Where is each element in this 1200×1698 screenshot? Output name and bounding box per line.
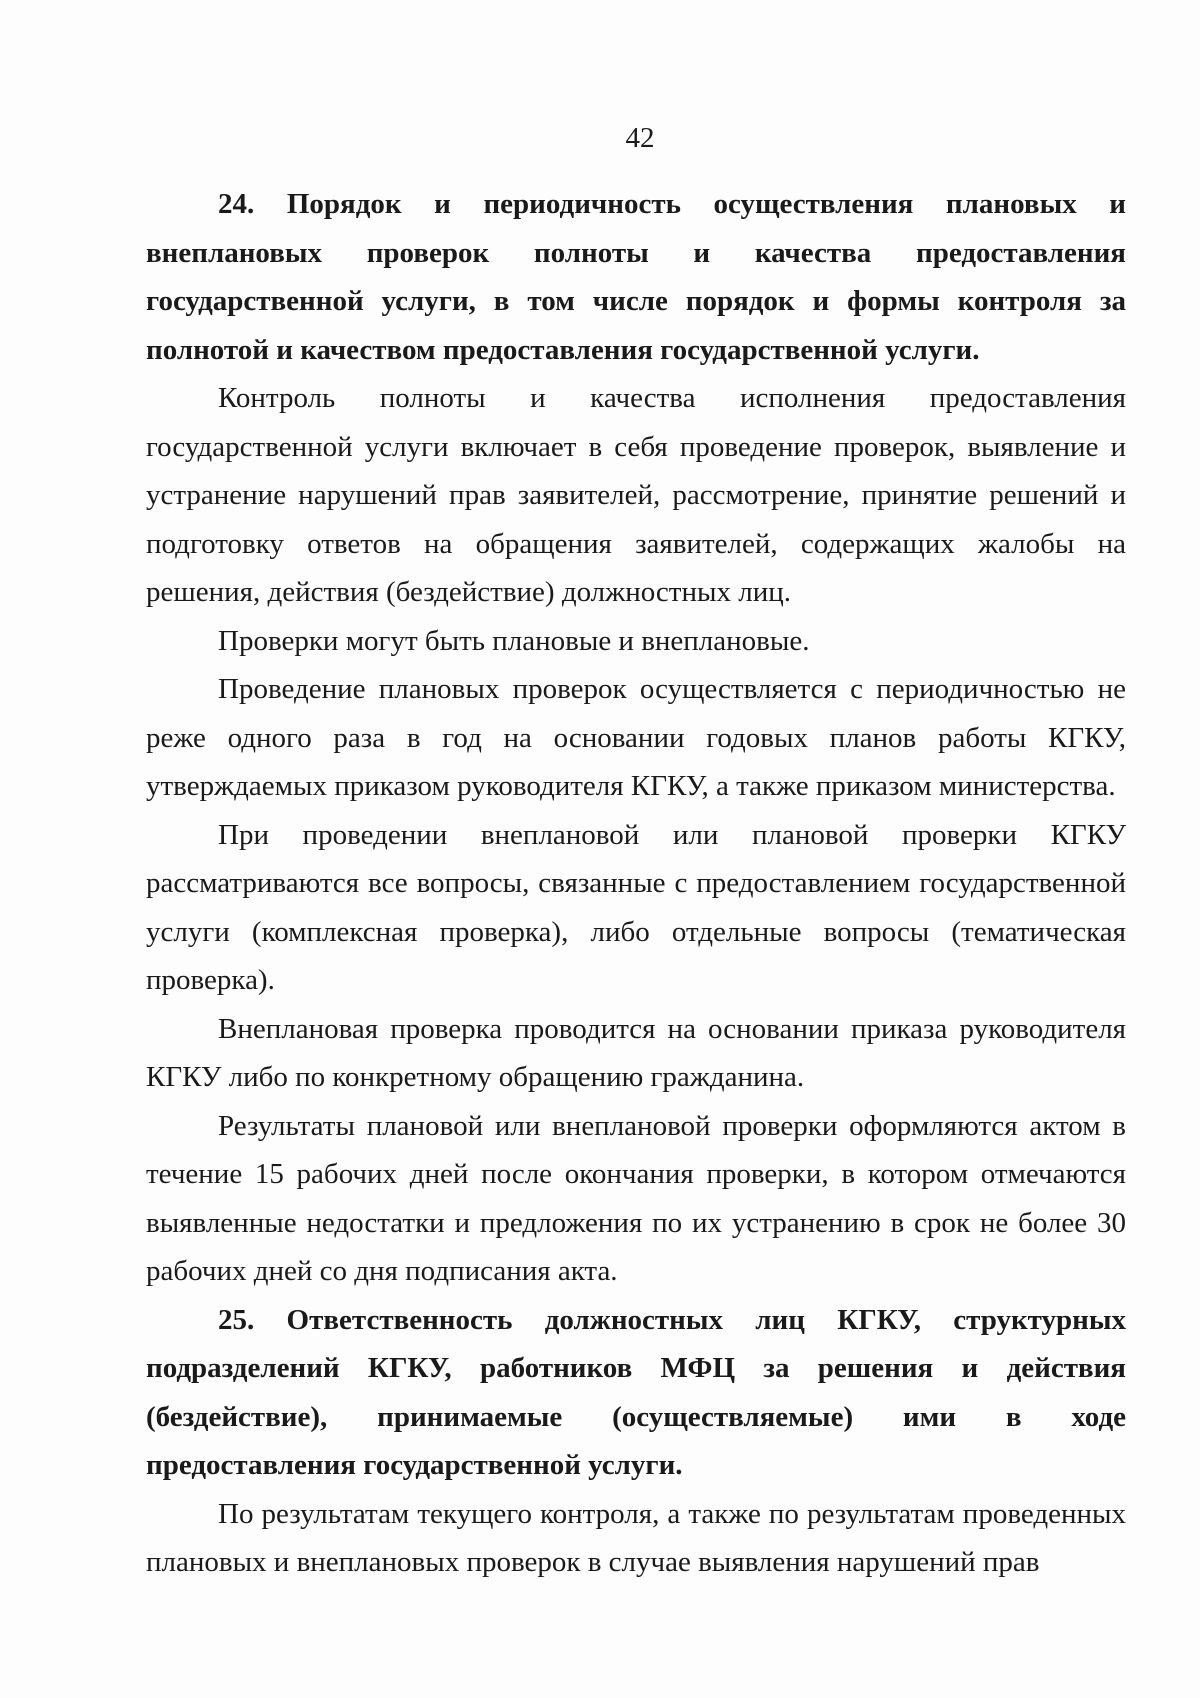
- section-25-heading: 25. Ответственность должностных лиц КГКУ, структурных подразделений КГКУ, работников МФЦ за решения и действия (бездействие), принимаемые (осуществляемые) ими в ходе предоставления государственной услуги.: [146, 1303, 1126, 1481]
- section-24-paragraph: Контроль полноты и качества исполнения предоставления государственной услуги включает в себя проведение проверок, выявление и устранение нарушений прав заявителей, рассмотрение, принятие решений и подготовку ответов на обращения заявителей, содержащих жалобы на решения, действия (бездействие) должностных лиц.: [146, 382, 1126, 608]
- document-body: [146, 180, 1126, 1587]
- page-number: 42: [625, 122, 655, 154]
- section-24-heading: 24. Порядок и периодичность осуществления плановых и внеплановых проверок полноты и качества предоставления государственной услуги, в том числе порядок и формы контроля за полнотой и качеством предоставления государственной услуги.: [146, 188, 1126, 366]
- section-24-paragraph: При проведении внеплановой или плановой проверки КГКУ рассматриваются все вопросы, связанные с предоставлением государственной услуги (комплексная проверка), либо отдельные вопросы (тематическая проверка).: [146, 818, 1126, 996]
- section-24-paragraph: Проведение плановых проверок осуществляется с периодичностью не реже одного раза в год на основании годовых планов работы КГКУ, утверждаемых приказом руководителя КГКУ, а также приказом министерства.: [146, 673, 1126, 802]
- section-24-paragraph: Результаты плановой или внеплановой проверки оформляются актом в течение 15 рабочих дней после окончания проверки, в котором отмечаются выявленные недостатки и предложения по их устранению в срок не более 30 рабочих дней со дня подписания акта.: [146, 1109, 1126, 1287]
- section-24-paragraph: Внеплановая проверка проводится на основании приказа руководителя КГКУ либо по конкретному обращению гражданина.: [146, 1012, 1126, 1093]
- section-25-paragraph: По результатам текущего контроля, а также по результатам проведенных плановых и внеплановых проверок в случае выявления нарушений прав: [146, 1497, 1126, 1578]
- section-24-paragraph: Проверки могут быть плановые и внеплановые.: [218, 624, 810, 657]
